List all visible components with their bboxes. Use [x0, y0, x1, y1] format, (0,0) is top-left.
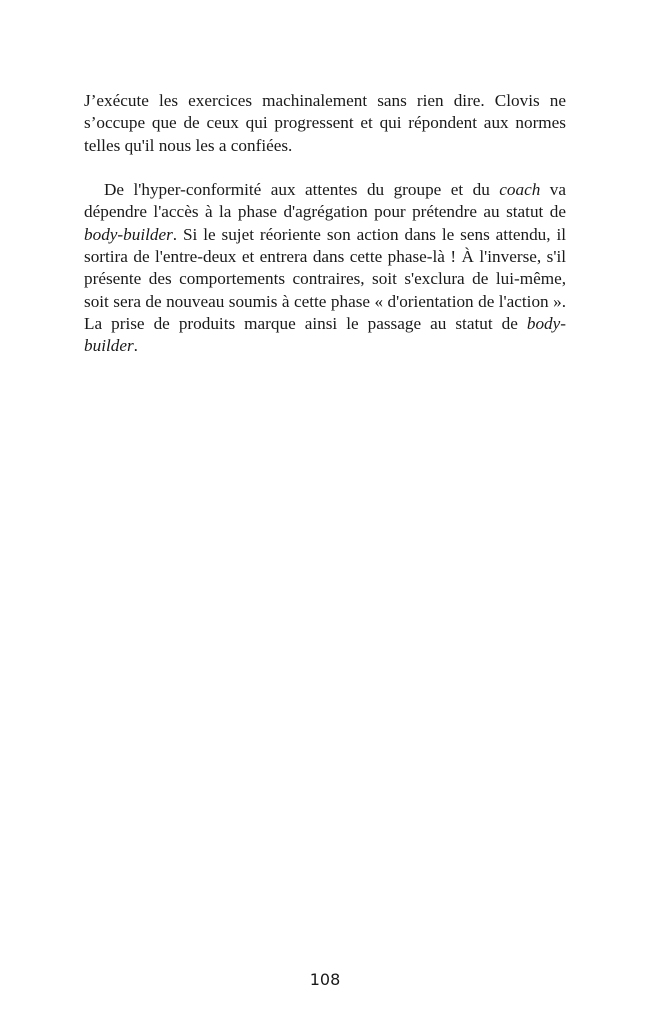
body-text — [84, 90, 566, 358]
page-number: 108 — [309, 970, 341, 989]
paragraph-2-text-1: De l'hyper-conformité aux attentes du groupe et du — [104, 180, 500, 200]
paragraph-2-text-2: va dépendre l'accès à la phase d'agrégation pour prétendre au statut de — [84, 180, 566, 222]
paragraph-2-text-3: . Si le sujet réoriente son action dans le sens attendu, il sortira de l'entre-deux et entrera dans cette phase-là ! À l'inverse, s'il présente des comportements contraires, soit s'exclura de lui-même, soit sera de nouveau soumis à cette phase « d'orientation de l'action ». La prise de produits marque ainsi le passage au statut de — [84, 224, 566, 333]
paragraph-2-italic-body-builder-1: body-builder — [84, 224, 173, 244]
paragraph-2 — [84, 179, 566, 357]
paragraph-2-italic-coach: coach — [499, 180, 541, 200]
paragraph-2-italic-body-builder-2: body-builder — [84, 313, 566, 356]
paragraph-1: J’exécute les exercices machinalement sans rien dire. Clovis ne s’occupe que de ceux qui progressent et qui répondent aux normes telles qu'il nous les a confiées. — [84, 91, 566, 155]
paragraph-2-text-4: . — [133, 336, 138, 356]
